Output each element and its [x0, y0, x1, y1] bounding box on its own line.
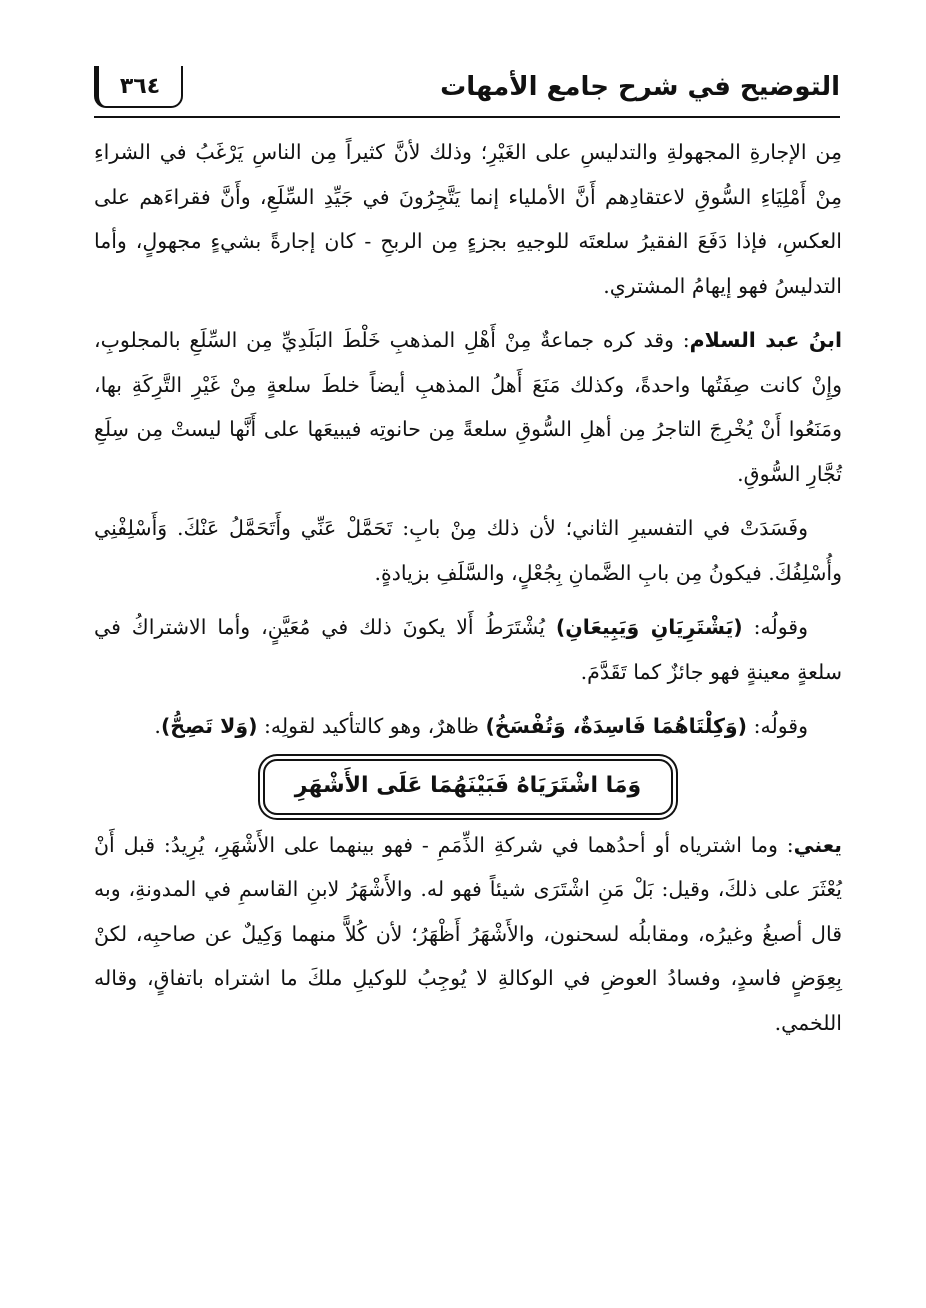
- paragraph-2-text: : وقد كره جماعةٌ مِنْ أَهْلِ المذهبِ خَلْطَ البَلَدِيِّ مِن السِّلَعِ بالمجلوبِ، وإِنْ كانت صِفَتُها واحدةً، وكذلك مَنَعَ أَهلُ المذهبِ أيضاً خلطَ سلعةٍ مِنْ غَيْرِ التَّرِكَةِ بها، ومَنَعُوا أَنْ يُخْرِجَ التاجرُ مِن أهلِ السُّوقِ سلعةً مِن حانوتِه فيبيعَها على أَنَّها ليستْ مِن سِلَعِ تُجَّارِ السُّوقِ.: [94, 328, 842, 486]
- page-body: [94, 130, 842, 1055]
- paragraph-5-middle: ظاهرٌ، وهو كالتأكيد لقولِه:: [257, 714, 486, 738]
- paragraph-4-text: يُشْتَرَطُ أَلا يكونَ ذلك في مُعَيَّنٍ، وأما الاشتراكُ في سلعةٍ معينةٍ فهو جائزٌ كما تَقَدَّمَ.: [94, 615, 842, 684]
- quoted-matn: (وَلا تَصِحُّ): [160, 714, 258, 738]
- paragraph-5-intro: وقولُه:: [747, 714, 808, 738]
- page-number: ٣٦٤: [94, 66, 183, 108]
- paragraph-5-end: .: [154, 714, 161, 738]
- paragraph-1-text: مِن الإجارةِ المجهولةِ والتدليسِ على الغَيْرِ؛ وذلك لأنَّ كثيراً مِن الناسِ يَرْغَبُ في الشراءِ مِنْ أَمْلِيَاءِ السُّوقِ لاعتقادِهم أَنَّ الأملياء إنما يَتَّجِرُونَ في جَيِّدِ السِّلَعِ، وأَنَّ فقراءَهم على العكسِ، فإذا دَفَعَ الفقيرُ سلعتَه للوجيهِ بجزءٍ مِن الربحِ - كان إجارةً بشيءٍ مجهولٍ، وأما التدليسُ فهو إيهامُ المشتري.: [94, 140, 842, 298]
- header-divider: [94, 116, 840, 118]
- section-heading: وَمَا اشْتَرَيَاهُ فَبَيْنَهُمَا عَلَى الأَشْهَرِ: [263, 759, 673, 815]
- quoted-matn: (يَشْتَرِيَانِ وَيَبِيعَانِ): [555, 615, 743, 639]
- paragraph-3: [94, 506, 842, 595]
- paragraph-2: [94, 318, 842, 496]
- section-heading-wrap: [94, 759, 842, 815]
- paragraph-4-intro: وقولُه:: [742, 615, 808, 639]
- paragraph-6: [94, 823, 842, 1046]
- book-title: التوضيح في شرح جامع الأمهات: [440, 72, 840, 102]
- commentary-lead: يعني: [793, 832, 842, 857]
- paragraph-5: [94, 704, 842, 749]
- running-header: [94, 64, 840, 118]
- paragraph-1: [94, 130, 842, 308]
- paragraph-6-text: : وما اشترياه أو أحدُهما في شركةِ الذِّمَمِ - فهو بينهما على الأَشْهَرِ، يُرِيدُ: قبل أَنْ يُعْثَرَ على ذلكَ، وقيل: بَلْ مَنِ اشْتَرَى شيئاً فهو له. والأَشْهَرُ لابنِ القاسمِ في المدونةِ، وبه قال أصبغُ وغيرُه، ومقابلُه لسحنون، والأَشْهَرُ أَظْهَرُ؛ لأن كُلاًّ منهما وَكِيلٌ عن صاحبِه، لكنْ بِعِوَضٍ فاسدٍ، وفسادُ العوضِ في الوكالةِ لا يُوجِبُ للوكيلِ ملكَ ما اشتراه باتفاقٍ، وقاله اللخمي.: [94, 832, 842, 1035]
- paragraph-3-text: وفَسَدَتْ في التفسيرِ الثاني؛ لأن ذلك مِنْ بابِ: تَحَمَّلْ عَنِّي وأَتَحَمَّلُ عَنْكَ. وَأَسْلِفْنِي وأُسْلِفُكَ. فيكونُ مِن بابِ الضَّمانِ بِجُعْلٍ، والسَّلَفِ بزيادةٍ.: [94, 516, 842, 585]
- quoted-matn: (وَكِلْتَاهُمَا فَاسِدَةٌ، وَتُفْسَخُ): [485, 714, 748, 738]
- cited-scholar-name: ابنُ عبد السلام: [689, 328, 842, 352]
- paragraph-4: [94, 605, 842, 694]
